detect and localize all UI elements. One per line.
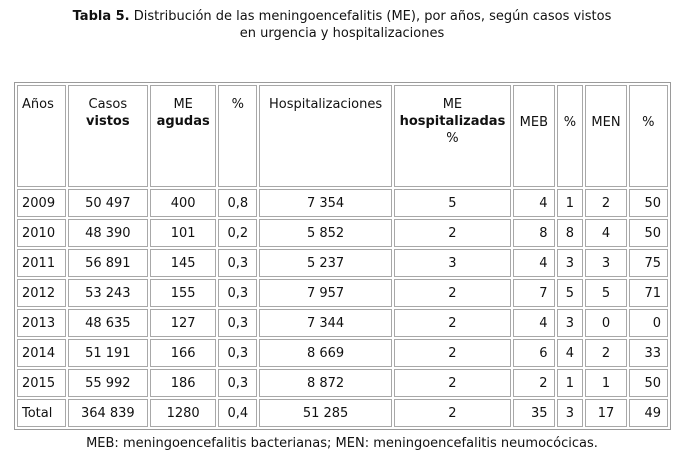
- cell-pct-meb: 8: [557, 219, 584, 247]
- cell-meb: 35: [513, 399, 554, 427]
- cell-meb: 6: [513, 339, 554, 367]
- caption-text-line2: en urgencia y hospitalizaciones: [239, 26, 445, 41]
- cell-pct-men: 50: [629, 219, 668, 247]
- cell-meb: 4: [513, 189, 554, 217]
- cell-men: 0: [585, 309, 626, 337]
- table-row: [17, 219, 668, 247]
- cell-year: Total: [17, 399, 66, 427]
- cell-men: 17: [585, 399, 626, 427]
- cell-meb: 4: [513, 309, 554, 337]
- cell-casos-vistos: 48 635: [68, 309, 149, 337]
- cell-men: 1: [585, 369, 626, 397]
- cell-me-agudas: 186: [150, 369, 216, 397]
- cell-pct-meb: 4: [557, 339, 584, 367]
- cell-pct-me: 0,4: [218, 399, 257, 427]
- cell-pct-meb: 3: [557, 399, 584, 427]
- cell-meb: 2: [513, 369, 554, 397]
- cell-me-agudas: 166: [150, 339, 216, 367]
- cell-casos-vistos: 56 891: [68, 249, 149, 277]
- cell-me-hospitalizadas-pct: 3: [394, 249, 512, 277]
- cell-pct-me: 0,3: [218, 309, 257, 337]
- header-anos: Años: [17, 85, 66, 187]
- header-pct-1: %: [218, 85, 257, 187]
- cell-men: 4: [585, 219, 626, 247]
- cell-me-hospitalizadas-pct: 2: [394, 279, 512, 307]
- cell-meb: 8: [513, 219, 554, 247]
- cell-me-agudas: 400: [150, 189, 216, 217]
- cell-hospitalizaciones: 5 852: [259, 219, 391, 247]
- header-me-hospitalizadas: [394, 85, 512, 187]
- cell-pct-me: 0,2: [218, 219, 257, 247]
- cell-pct-men: 49: [629, 399, 668, 427]
- table-row: [17, 189, 668, 217]
- caption-text-line1: Distribución de las meningoencefalitis (ME), por años, según casos vistos: [133, 9, 612, 24]
- cell-me-agudas: 101: [150, 219, 216, 247]
- table-caption: [0, 8, 684, 42]
- cell-pct-men: 50: [629, 369, 668, 397]
- cell-pct-meb: 1: [557, 369, 584, 397]
- cell-pct-me: 0,3: [218, 339, 257, 367]
- table-row: [17, 249, 668, 277]
- header-me-hosp-line2: hospitalizadas: [399, 114, 506, 129]
- cell-hospitalizaciones: 8 669: [259, 339, 391, 367]
- cell-pct-men: 75: [629, 249, 668, 277]
- table-body: [17, 189, 668, 427]
- cell-year: 2009: [17, 189, 66, 217]
- header-men: MEN: [585, 85, 626, 187]
- table-row: [17, 399, 668, 427]
- cell-pct-meb: 1: [557, 189, 584, 217]
- cell-hospitalizaciones: 7 344: [259, 309, 391, 337]
- cell-me-hospitalizadas-pct: 2: [394, 339, 512, 367]
- table-row: [17, 309, 668, 337]
- footnote: MEB: meningoencefalitis bacterianas; MEN: meningoencefalitis neumocócicas.: [86, 436, 598, 451]
- header-me-agudas: [150, 85, 216, 187]
- cell-casos-vistos: 51 191: [68, 339, 149, 367]
- caption-label: Tabla 5.: [72, 9, 130, 24]
- cell-me-agudas: 155: [150, 279, 216, 307]
- cell-me-agudas: 145: [150, 249, 216, 277]
- header-me-hosp-line1: ME: [442, 97, 463, 112]
- cell-casos-vistos: 55 992: [68, 369, 149, 397]
- cell-pct-men: 33: [629, 339, 668, 367]
- cell-hospitalizaciones: 8 872: [259, 369, 391, 397]
- cell-men: 2: [585, 189, 626, 217]
- cell-hospitalizaciones: 5 237: [259, 249, 391, 277]
- cell-hospitalizaciones: 7 957: [259, 279, 391, 307]
- cell-casos-vistos: 50 497: [68, 189, 149, 217]
- header-pct-2: %: [557, 85, 584, 187]
- cell-meb: 4: [513, 249, 554, 277]
- cell-me-agudas: 127: [150, 309, 216, 337]
- cell-casos-vistos: 364 839: [68, 399, 149, 427]
- cell-me-hospitalizadas-pct: 5: [394, 189, 512, 217]
- header-meb: MEB: [513, 85, 554, 187]
- cell-year: 2011: [17, 249, 66, 277]
- header-row: [17, 85, 668, 187]
- cell-pct-meb: 5: [557, 279, 584, 307]
- cell-men: 2: [585, 339, 626, 367]
- cell-pct-me: 0,8: [218, 189, 257, 217]
- table-row: [17, 339, 668, 367]
- header-me-agudas-line1: ME: [173, 97, 193, 112]
- cell-men: 3: [585, 249, 626, 277]
- cell-pct-men: 50: [629, 189, 668, 217]
- cell-pct-men: 71: [629, 279, 668, 307]
- table-row: [17, 279, 668, 307]
- header-casos-line2: vistos: [86, 114, 130, 129]
- header-casos-vistos: [68, 85, 149, 187]
- cell-pct-me: 0,3: [218, 369, 257, 397]
- cell-pct-me: 0,3: [218, 279, 257, 307]
- header-pct-3: %: [629, 85, 668, 187]
- cell-me-hospitalizadas-pct: 2: [394, 219, 512, 247]
- cell-year: 2012: [17, 279, 66, 307]
- cell-pct-meb: 3: [557, 249, 584, 277]
- cell-me-hospitalizadas-pct: 2: [394, 309, 512, 337]
- cell-me-agudas: 1280: [150, 399, 216, 427]
- cell-year: 2010: [17, 219, 66, 247]
- header-hospitalizaciones: Hospitalizaciones: [259, 85, 391, 187]
- data-table: [14, 82, 671, 430]
- header-casos-line1: Casos: [88, 97, 128, 112]
- header-me-hosp-line3: %: [446, 131, 459, 146]
- cell-year: 2015: [17, 369, 66, 397]
- header-me-agudas-line2: agudas: [156, 114, 210, 129]
- cell-hospitalizaciones: 51 285: [259, 399, 391, 427]
- cell-casos-vistos: 53 243: [68, 279, 149, 307]
- cell-me-hospitalizadas-pct: 2: [394, 399, 512, 427]
- cell-hospitalizaciones: 7 354: [259, 189, 391, 217]
- cell-pct-men: 0: [629, 309, 668, 337]
- cell-casos-vistos: 48 390: [68, 219, 149, 247]
- cell-pct-meb: 3: [557, 309, 584, 337]
- cell-year: 2013: [17, 309, 66, 337]
- cell-meb: 7: [513, 279, 554, 307]
- cell-year: 2014: [17, 339, 66, 367]
- cell-men: 5: [585, 279, 626, 307]
- cell-pct-me: 0,3: [218, 249, 257, 277]
- table-row: [17, 369, 668, 397]
- cell-me-hospitalizadas-pct: 2: [394, 369, 512, 397]
